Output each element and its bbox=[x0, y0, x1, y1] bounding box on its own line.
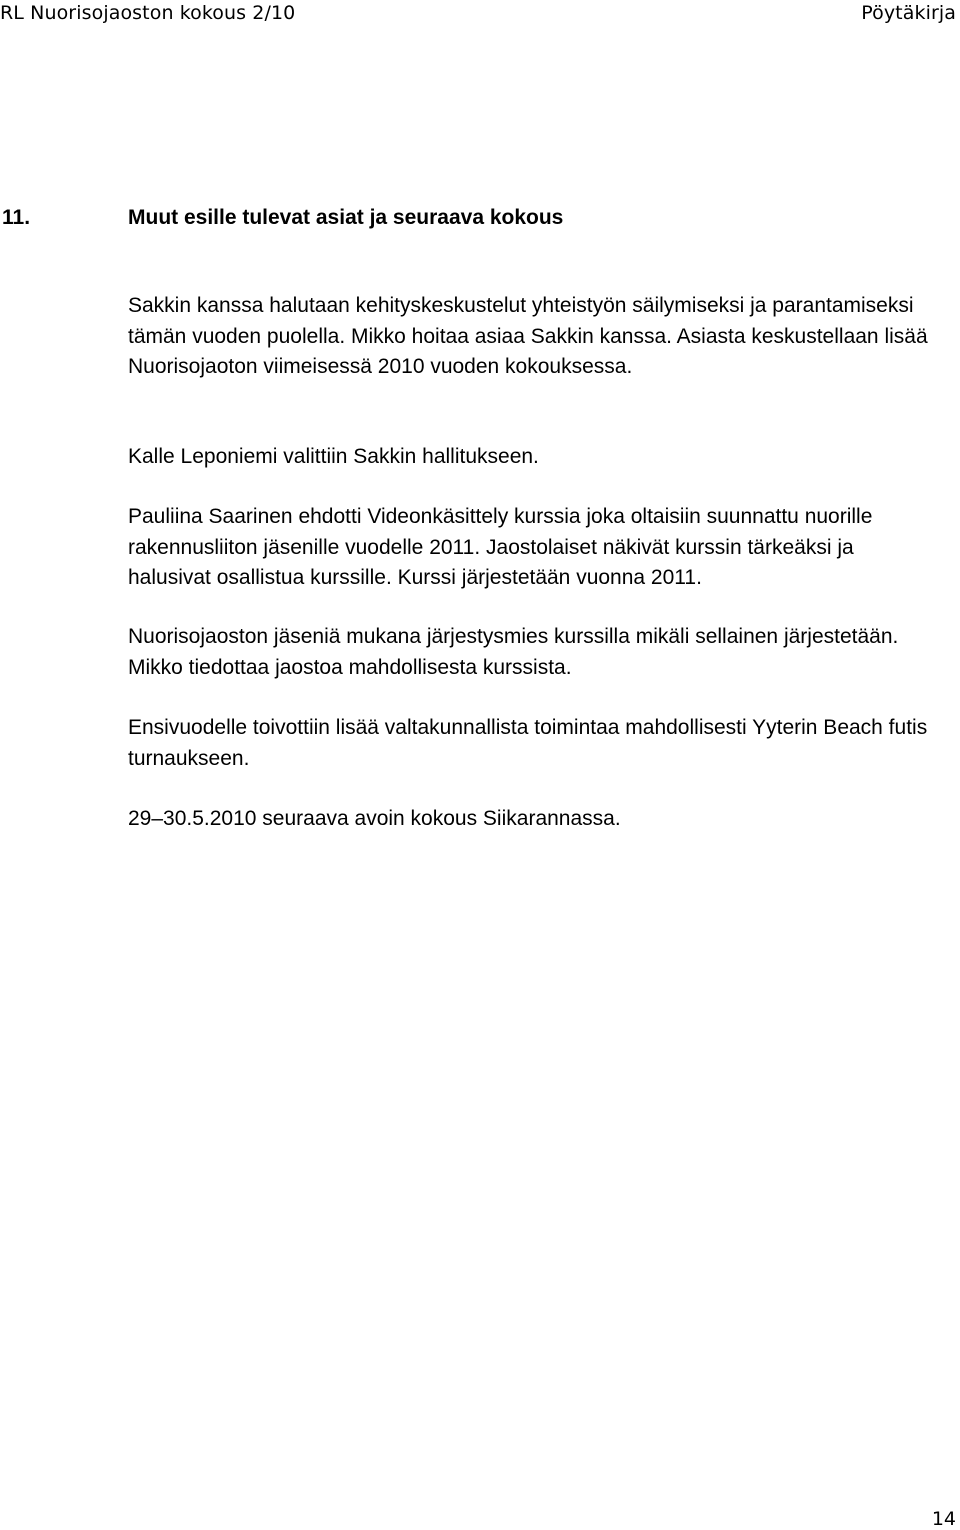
document-type-label: Pöytäkirja bbox=[861, 2, 956, 24]
paragraph-board-election: Kalle Leponiemi valittiin Sakkin hallitukseen. bbox=[128, 445, 539, 468]
paragraph-beach-football: Ensivuodelle toivottiin lisää valtakunnallista toimintaa mahdollisesti Yyterin Beach futis turnaukseen. bbox=[128, 716, 928, 770]
page-number: 14 bbox=[931, 1508, 956, 1530]
section-number: 11. bbox=[2, 206, 31, 229]
section-title: Muut esille tulevat asiat ja seuraava kokous bbox=[128, 206, 564, 229]
paragraph-security-course: Nuorisojaoston jäseniä mukana järjestysmies kurssilla mikäli sellainen järjestetään. Mikko tiedottaa jaostoa mahdollisesta kurssista. bbox=[128, 625, 899, 679]
document-header-title: RL Nuorisojaoston kokous 2/10 bbox=[0, 2, 296, 24]
paragraph-development-discussions: Sakkin kanssa halutaan kehityskeskustelut yhteistyön säilymiseksi ja parantamiseksi tämän vuoden puolella. Mikko hoitaa asiaa Sakkin kanssa. Asiasta keskustellaan lisää Nuorisojaoton viimeisessä 2010 vuoden kokouksessa. bbox=[128, 294, 928, 378]
paragraph-next-meeting: 29–30.5.2010 seuraava avoin kokous Siikarannassa. bbox=[128, 807, 621, 830]
paragraph-video-course: Pauliina Saarinen ehdotti Videonkäsittely kurssia joka oltaisiin suunnattu nuorille rakennusliiton jäsenille vuodelle 2011. Jaostolaiset näkivät kurssin tärkeäksi ja halusivat osallistua kurssille. Kurssi järjestetään vuonna 2011. bbox=[128, 505, 873, 589]
